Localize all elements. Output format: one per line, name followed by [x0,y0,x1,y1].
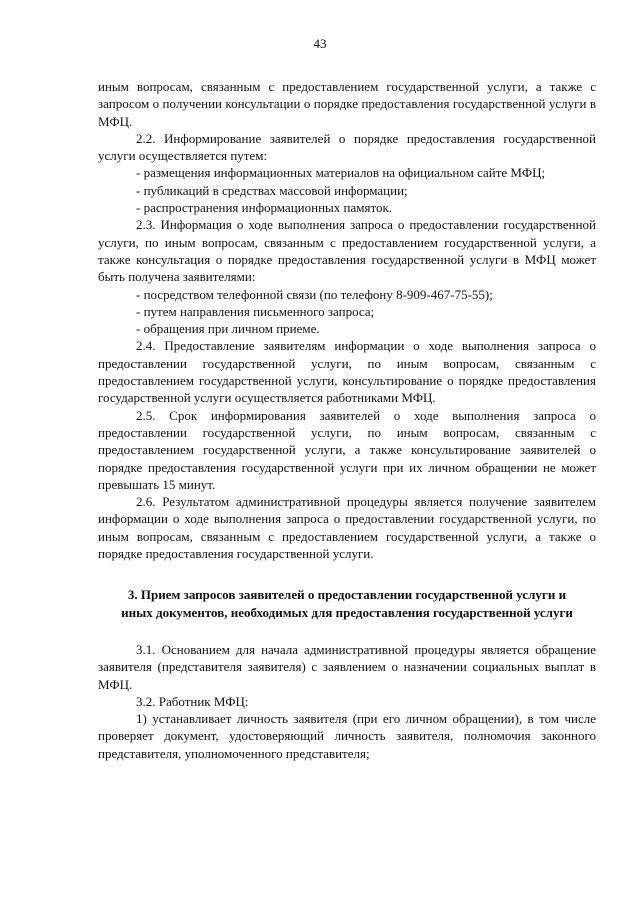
paragraph-2-6: 2.6. Результатом административной процедуры является получение заявителем информации о ходе выполнения запроса о предоставлении государственной услуги, по иным вопросам, связанным с предоставлением государственной услуги, а также о порядке предоставления государственной услуги. [98,494,596,562]
page-number: 43 [313,36,327,51]
paragraph-2-2: 2.2. Информирование заявителей о порядке предоставления государственной услуги осуществляется путем: [98,130,596,164]
paragraph-3-2: 3.2. Работник МФЦ: [136,693,249,709]
paragraph-2-5: 2.5. Срок информирования заявителей о ходе выполнения запроса о предоставлении государственной услуги, по иным вопросам, связанным с предоставлением государственной услуги, а также консультирование заявителей о порядке предоставления государственной услуги при их личном обращении не может превышать 15 минут. [98,407,596,492]
list-item-media: - публикаций в средствах массовой информации; [136,182,408,198]
document-body [98,78,596,762]
paragraph-2-4: 2.4. Предоставление заявителям информации о ходе выполнения запроса о предоставлении государственной услуги, по иным вопросам, связанным с предоставлением государственной услуги, консультирование о порядке предоставления государственной услуги осуществляется работниками МФЦ. [98,338,596,406]
list-item-leaflets: - распространения информационных памяток. [136,200,393,216]
paragraph-2-3: 2.3. Информация о ходе выполнения запроса о предоставлении государственной услуги, по иным вопросам, связанным с предоставлением государственной услуги, а также консультация о порядке предоставления государственной услуги в МФЦ может быть получена заявителями: [98,217,596,285]
paragraph-3-2-item-1: 1) устанавливает личность заявителя (при его личном обращении), в том числе проверяет документ, удостоверяющий личность заявителя, полномочия законного представителя, уполномоченного представителя; [98,711,596,761]
paragraph-3-1: 3.1. Основанием для начала административной процедуры является обращение заявителя (представителя заявителя) с заявлением о назначении социальных выплат в МФЦ. [98,641,596,692]
list-item-phone: - посредством телефонной связи (по телефону 8-909-467-75-55); [136,286,493,302]
list-item-website: - размещения информационных материалов на официальном сайте МФЦ; [136,165,546,181]
paragraph-continuation: иным вопросам, связанным с предоставлением государственной услуги, а также с запросом о получении консультации о порядке предоставления государственной услуги в МФЦ. [98,79,596,129]
section-3-heading: 3. Прием запросов заявителей о предоставлении государственной услуги и иных документов, необходимых для предоставления государственной услуги [121,587,573,620]
list-item-written-request: - путем направления письменного запроса; [136,303,375,319]
list-item-personal-visit: - обращения при личном приеме. [136,321,320,337]
